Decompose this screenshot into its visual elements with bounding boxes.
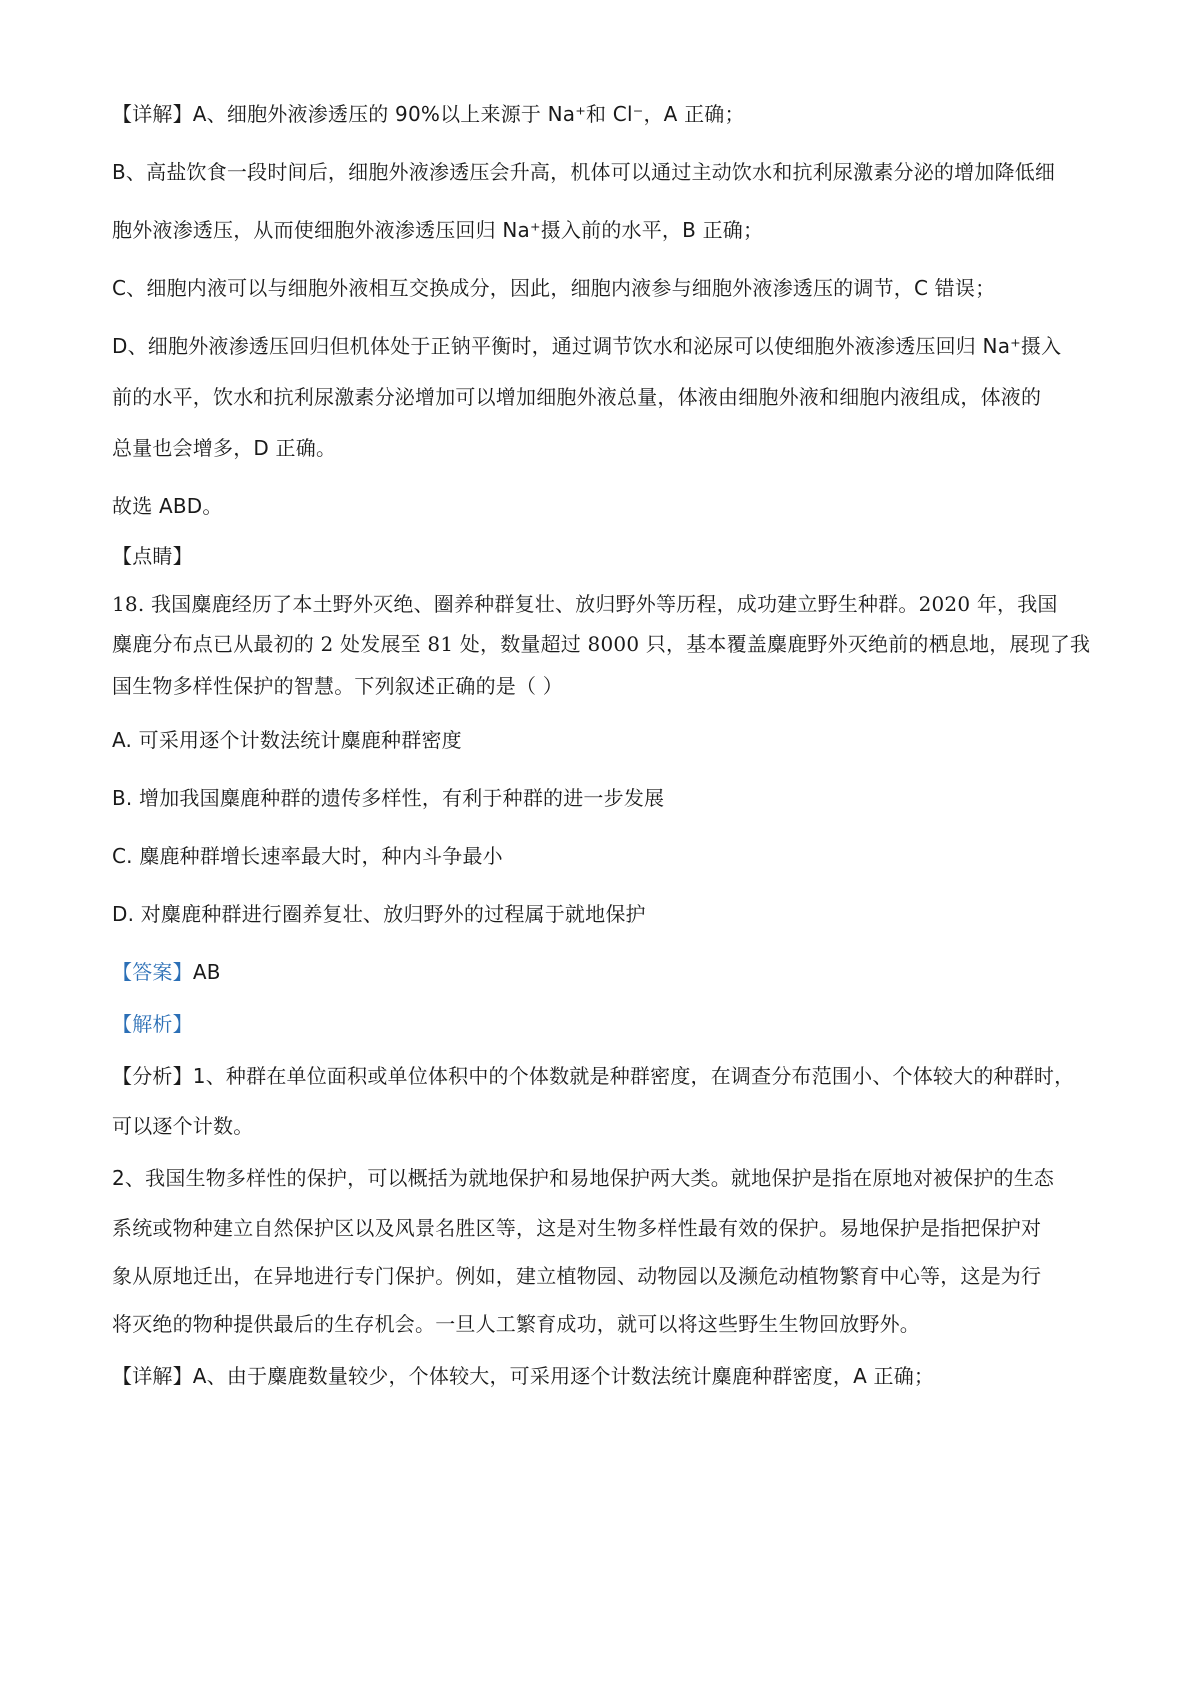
question-18-option-b: B. 增加我国麋鹿种群的遗传多样性，有利于种群的进一步发展 (112, 786, 665, 810)
analysis-p1-line1: 【分析】1、种群在单位面积或单位体积中的个体数就是种群密度，在调查分布范围小、个体较大的种群时， (112, 1064, 1075, 1088)
question-18-stem-line3: 国生物多样性保护的智慧。下列叙述正确的是（ ） (112, 674, 563, 698)
detail-18-option-a: 【详解】A、由于麋鹿数量较少，个体较大，可采用逐个计数法统计麋鹿种群密度，A 正确； (112, 1364, 935, 1388)
detail-option-c: C、细胞内液可以与细胞外液相互交换成分，因此，细胞内液参与细胞外液渗透压的调节，C 错误； (112, 276, 996, 300)
analysis-p2-line2: 系统或物种建立自然保护区以及风景名胜区等，这是对生物多样性最有效的保护。易地保护是指把保护对 (112, 1216, 1042, 1240)
detail-option-d-line2: 前的水平，饮水和抗利尿激素分泌增加可以增加细胞外液总量，体液由细胞外液和细胞内液组成，体液的 (112, 385, 1042, 409)
question-18-option-d: D. 对麋鹿种群进行圈养复壮、放归野外的过程属于就地保护 (112, 902, 646, 926)
answer-line (112, 958, 1105, 986)
choose-answer: 故选 ABD。 (112, 494, 223, 518)
question-18-stem-line1: 18. 我国麋鹿经历了本土野外灭绝、圈养种群复壮、放归野外等历程，成功建立野生种群。2020 年，我国 (112, 592, 1058, 616)
answer-value: AB (192, 960, 221, 984)
analysis-p1-line2: 可以逐个计数。 (112, 1114, 254, 1138)
answer-label: 【答案】 (112, 960, 193, 984)
question-18-option-c: C. 麋鹿种群增长速率最大时，种内斗争最小 (112, 844, 503, 868)
detail-option-b-line2: 胞外液渗透压，从而使细胞外液渗透压回归 Na⁺摄入前的水平，B 正确； (112, 218, 764, 242)
detail-option-a: 【详解】A、细胞外液渗透压的 90%以上来源于 Na⁺和 Cl⁻，A 正确； (112, 102, 745, 126)
question-18-stem-line2: 麋鹿分布点已从最初的 2 处发展至 81 处，数量超过 8000 只，基本覆盖麋鹿野外灭绝前的栖息地，展现了我 (112, 632, 1091, 656)
analysis-p2-line4: 将灭绝的物种提供最后的生存机会。一旦人工繁育成功，就可以将这些野生生物回放野外。 (112, 1312, 920, 1336)
detail-option-b-line1: B、高盐饮食一段时间后，细胞外液渗透压会升高，机体可以通过主动饮水和抗利尿激素分泌的增加降低细 (112, 160, 1056, 184)
question-18-option-a: A. 可采用逐个计数法统计麋鹿种群密度 (112, 728, 462, 752)
analysis-p2-line3: 象从原地迁出，在异地进行专门保护。例如，建立植物园、动物园以及濒危动植物繁育中心等，这是为行 (112, 1264, 1042, 1288)
analysis-p2-line1: 2、我国生物多样性的保护，可以概括为就地保护和易地保护两大类。就地保护是指在原地对被保护的生态 (112, 1166, 1055, 1190)
detail-option-d-line3: 总量也会增多，D 正确。 (112, 436, 337, 460)
analysis-label: 【解析】 (112, 1012, 193, 1036)
detail-option-d-line1: D、细胞外液渗透压回归但机体处于正钠平衡时，通过调节饮水和泌尿可以使细胞外液渗透压回归 Na⁺摄入 (112, 334, 1062, 358)
comment-label: 【点睛】 (112, 544, 193, 568)
